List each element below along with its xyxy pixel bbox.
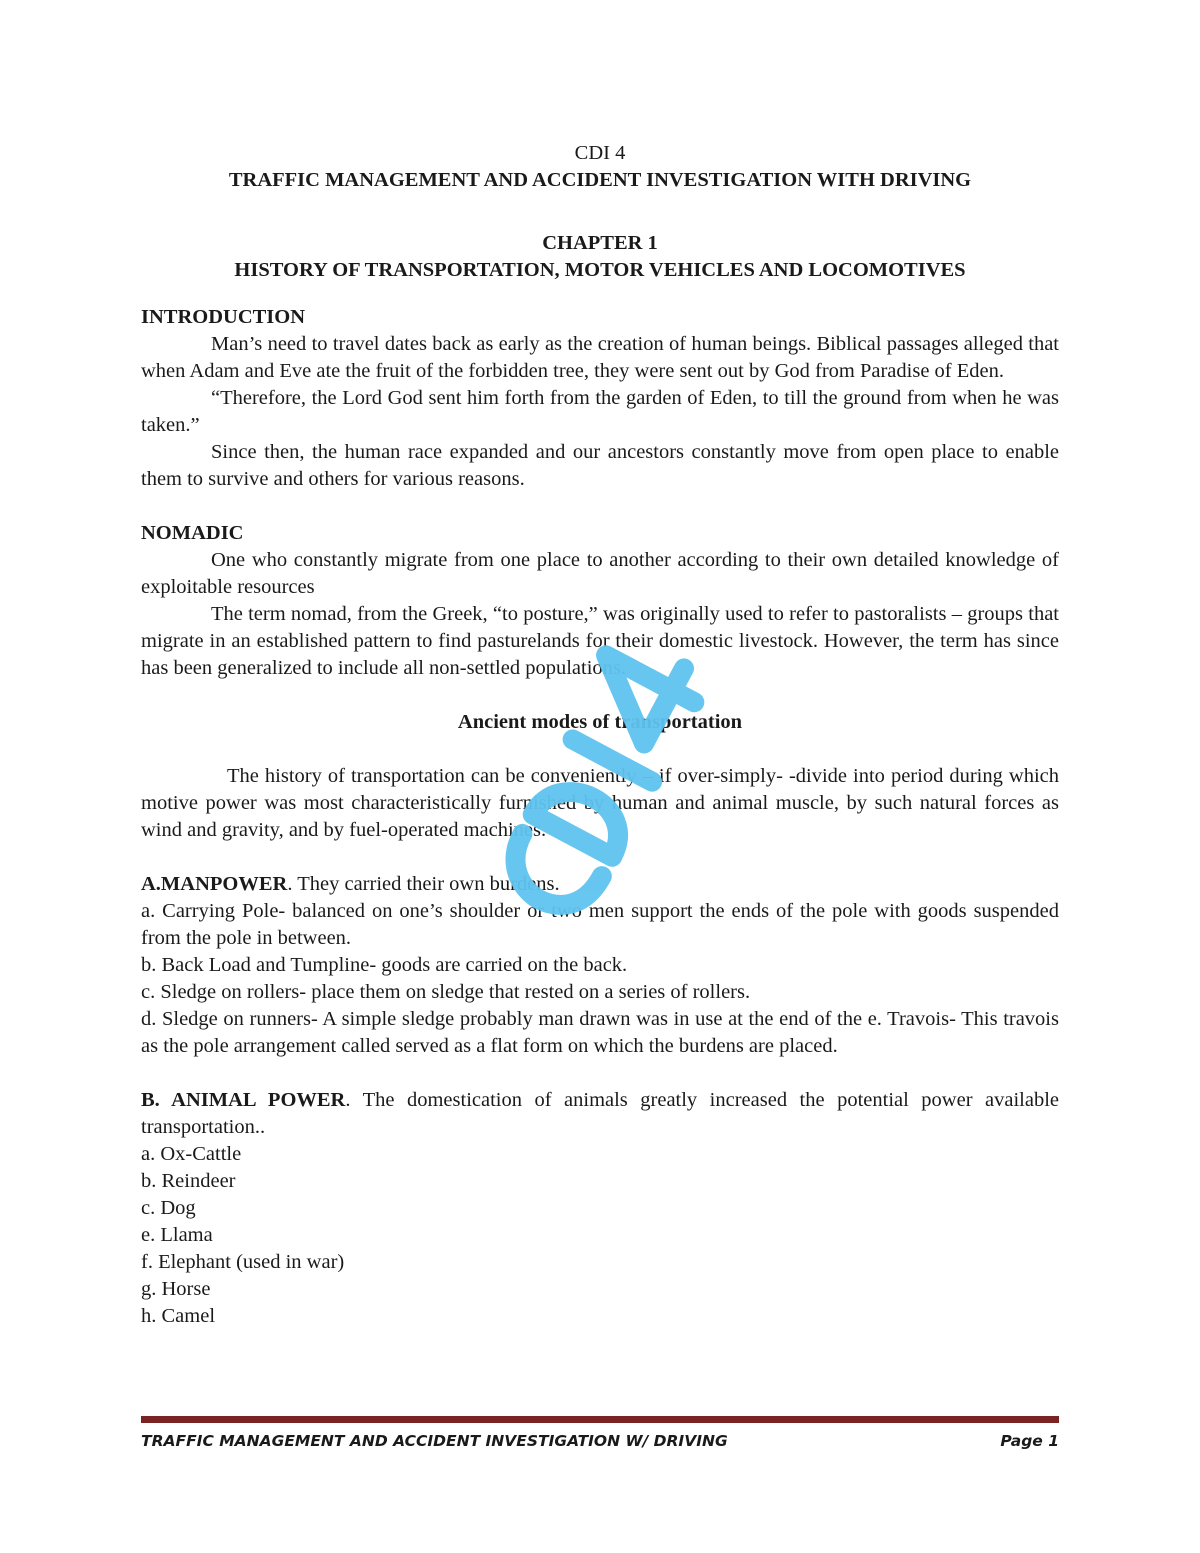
- footer-rule: [141, 1416, 1059, 1423]
- chapter-block: [141, 230, 1059, 284]
- animal-item: a. Ox-Cattle: [141, 1143, 242, 1165]
- manpower-lead: . They carried their own burdens.: [287, 873, 560, 895]
- manpower-item: a. Carrying Pole- balanced on one’s shoulder or two men support the ends of the pole with goods suspended from the pole in between.: [141, 900, 1059, 949]
- ancient-heading: Ancient modes of transportation: [457, 711, 743, 733]
- introduction-heading: INTRODUCTION: [141, 306, 306, 328]
- introduction-paragraph-3: Since then, the human race expanded and our ancestors constantly move from open place to enable them to survive and others for various reasons.: [141, 441, 1059, 490]
- manpower-item: d. Sledge on runners- A simple sledge probably man drawn was in use at the end of the e. Travois- This travois as the pole arrangement called served as a flat form on which the burdens are placed.: [141, 1008, 1059, 1057]
- animal-item: h. Camel: [141, 1305, 216, 1327]
- animal-item: g. Horse: [141, 1278, 211, 1300]
- title-block: [141, 140, 1059, 194]
- introduction-section: [141, 304, 1059, 493]
- animal-power-intro: [141, 1087, 1059, 1141]
- manpower-item: b. Back Load and Tumpline- goods are carried on the back.: [141, 954, 628, 976]
- animal-power-label: B. ANIMAL POWER: [141, 1089, 346, 1111]
- course-code: CDI 4: [574, 142, 626, 164]
- manpower-label: A.MANPOWER: [141, 873, 288, 895]
- chapter-title: HISTORY OF TRANSPORTATION, MOTOR VEHICLES AND LOCOMOTIVES: [234, 259, 966, 281]
- manpower-intro: [141, 871, 1059, 898]
- introduction-paragraph-1: Man’s need to travel dates back as early as the creation of human beings. Biblical passages alleged that when Adam and Eve ate the fruit of the forbidden tree, they were sent out by God from Paradise of Eden.: [141, 333, 1059, 382]
- document-page: [141, 140, 1059, 1330]
- introduction-paragraph-2: “Therefore, the Lord God sent him forth from the garden of Eden, to till the ground from when he was taken.”: [141, 387, 1059, 436]
- page-footer: [141, 1432, 1059, 1450]
- animal-item: e. Llama: [141, 1224, 213, 1246]
- nomadic-paragraph-1: One who constantly migrate from one place to another according to their own detailed knowledge of exploitable resources: [141, 549, 1059, 598]
- manpower-section: [141, 871, 1059, 1060]
- nomadic-section: [141, 520, 1059, 682]
- nomadic-heading: NOMADIC: [141, 522, 244, 544]
- ancient-section: [141, 709, 1059, 844]
- animal-power-lead: . The domestication of animals greatly increased the potential power available transportation..: [141, 1089, 1059, 1138]
- animal-item: f. Elephant (used in war): [141, 1251, 345, 1273]
- course-title: TRAFFIC MANAGEMENT AND ACCIDENT INVESTIGATION WITH DRIVING: [228, 169, 972, 191]
- manpower-item: c. Sledge on rollers- place them on sledge that rested on a series of rollers.: [141, 981, 751, 1003]
- chapter-number: CHAPTER 1: [542, 232, 658, 254]
- animal-item: c. Dog: [141, 1197, 196, 1219]
- animal-item: b. Reindeer: [141, 1170, 236, 1192]
- page-number: Page 1: [1000, 1432, 1059, 1450]
- ancient-paragraph: The history of transportation can be conveniently – if over-simply- -divide into period during which motive power was most characteristically furnished by human and animal muscle, by such natural forces as wind and gravity, and by fuel-operated machines.: [141, 765, 1059, 841]
- animal-power-section: [141, 1087, 1059, 1330]
- nomadic-paragraph-2: The term nomad, from the Greek, “to posture,” was originally used to refer to pastoralists – groups that migrate in an established pattern to find pasturelands for their domestic livestock. However, the term has since has been generalized to include all non-settled populations.: [141, 603, 1059, 679]
- footer-title: TRAFFIC MANAGEMENT AND ACCIDENT INVESTIGATION W/ DRIVING: [141, 1432, 728, 1450]
